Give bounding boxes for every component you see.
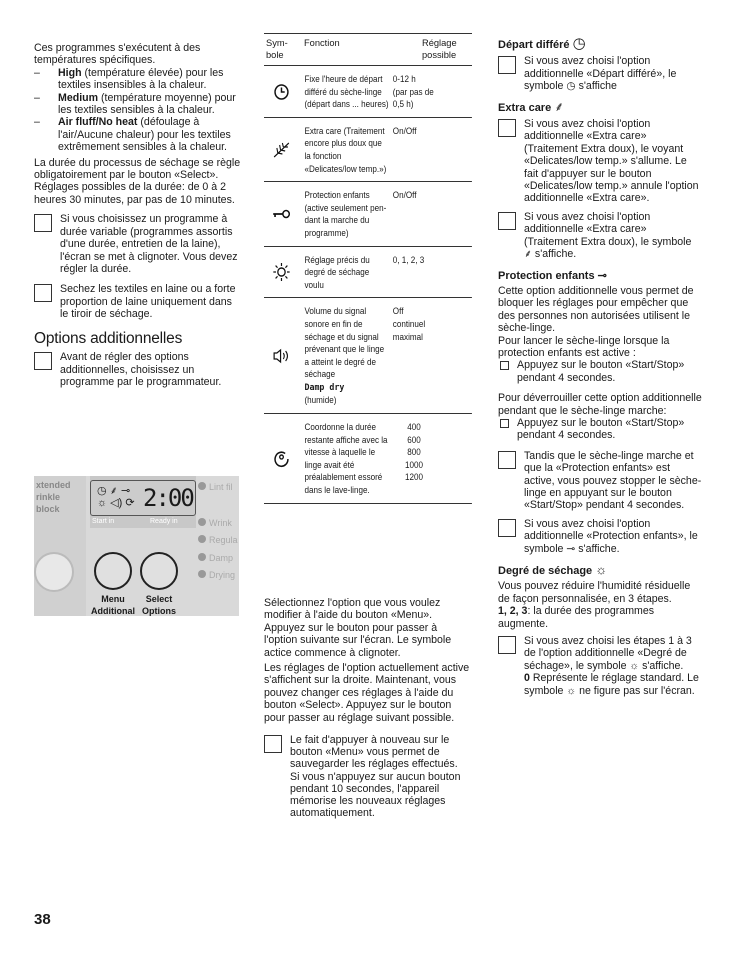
table-cell-reglage: 400 600 800 1000 1200 — [404, 422, 423, 483]
key-icon: ⊸ — [566, 542, 576, 555]
protection-unlock-text: Pour déverrouiller cette option additionnelle pendant que le sèche-linge marche: — [498, 392, 702, 417]
clock-icon: ◷ — [572, 35, 586, 52]
key-icon: ⊸ — [597, 269, 607, 282]
note-box-icon — [498, 212, 516, 230]
feather-icon: ⸙ — [554, 98, 565, 114]
checkbox-icon — [500, 419, 509, 428]
table-row — [264, 66, 472, 118]
table-row — [264, 298, 472, 414]
feather-icon: ⸙ — [524, 248, 532, 261]
paragraph-select: Les réglages de l'option actuellement active s'affichent sur la droite. Maintenant, vous pouvez changer ces réglages à l'aide du bouton «Select». Appuyez sur le bouton pour passer au réglage suivant possible. — [264, 662, 470, 724]
checkbox-icon — [500, 361, 509, 370]
note-protection-1: Tandis que le sèche-linge marche et que la «Protection enfants» est active, vous pouvez stopper le sèche-linge en appuyant sur le bouton «Start/Stop» pendant 4 secondes. — [498, 450, 702, 512]
table-row — [264, 118, 472, 182]
spin-icon — [264, 421, 299, 497]
table-cell-reglage: 0-12 h (par pas de 0,5 h) — [392, 74, 434, 110]
temperature-list-item: – Medium (température moyenne) pour les textiles sensibles à la chaleur. — [34, 91, 236, 117]
table-header: Sym- bole Fonction Réglage possible — [264, 33, 472, 66]
knob-partial — [34, 552, 74, 592]
ready-in-label: Ready in — [150, 518, 178, 525]
intro-text: Ces programmes s'exécutent à des températures spécifiques. — [34, 42, 201, 67]
note-box-icon — [498, 451, 516, 469]
paragraph-menu: Sélectionnez l'option que vous voulez modifier à l'aide du bouton «Menu». Appuyez sur le bouton pour passer à l'option suivante sur l'écran. Le symbole actice commence à clignoter. — [264, 597, 452, 659]
degre-heading: Degré de séchage ☼ — [498, 562, 608, 578]
sun-icon: ☼ — [566, 684, 577, 697]
right-column — [498, 35, 702, 697]
select-button-label: Select Options — [142, 594, 176, 616]
note-box-icon — [498, 56, 516, 74]
right-panel-labels: Lint fil Wrink Regula Damp Drying — [198, 479, 238, 585]
note-box-icon — [498, 519, 516, 537]
left-panel-labels: xtended rinkle block — [36, 480, 71, 514]
protection-heading: Protection enfants ⊸ — [498, 269, 607, 282]
protection-text: Cette option additionnelle vous permet de bloquer les réglages pour empêcher que des personnes non autorisées utilisent le sèche-linge. — [498, 284, 694, 335]
speaker-icon — [264, 305, 299, 407]
extra-care-heading: Extra care ⸙ — [498, 98, 565, 114]
menu-button[interactable] — [94, 552, 132, 590]
table-cell-fonction: Extra care (Traitement encore plus doux que la fonction «Delicates/low temp.») — [304, 125, 387, 174]
options-table — [264, 33, 472, 504]
center-text — [264, 597, 470, 819]
menu-button-label: Menu Additional — [91, 594, 135, 616]
temperature-list — [34, 67, 242, 154]
table-row — [264, 414, 472, 504]
table-row — [264, 247, 472, 299]
temperature-list-item: – Air fluff/No heat (défoulage à l'air/Aucune chaleur) pour les textiles extrêmement sensibles à la chaleur. — [34, 116, 231, 154]
depart-heading: Départ différé ◷ — [498, 35, 586, 52]
duration-text: La durée du processus de séchage se règle obligatoirement par le bouton «Select». — [34, 156, 241, 182]
select-button[interactable] — [140, 552, 178, 590]
clock-icon: ◷ — [566, 80, 576, 93]
key-icon — [264, 189, 299, 239]
display-screen — [90, 480, 196, 516]
table-cell-reglage: 0, 1, 2, 3 — [392, 254, 425, 265]
note-degre: Si vous avez choisi les étapes 1 à 3 de l'option additionnelle «Degré de séchage», le symbole ☼ s'affiche. 0 Représente le réglage standard. Le symbole ☼ ne figure pas sur l'écran. — [498, 635, 702, 697]
note-box-icon — [34, 284, 52, 302]
protection-start-text: Pour lancer le sèche-linge lorsque la protection enfants est active : — [498, 334, 670, 359]
note-box-icon — [498, 636, 516, 654]
clock-icon — [264, 73, 299, 111]
section-heading: Options additionnelles — [34, 329, 183, 347]
note-wool: Sechez les textiles en laine ou a forte proportion de laine uniquement dans le tiroir de séchage. — [34, 283, 242, 320]
note-box-icon — [264, 735, 282, 753]
note-extra-1: Si vous avez choisi l'option additionnelle «Extra care» (Traitement Extra doux), le voyant «Delicates/low temp.» s'allume. Le fait d'appuyer sur le bouton «Delicates/low temp.» annule l'option additionnelle «Extra care». — [498, 118, 702, 205]
sun-icon: ☼ — [629, 659, 640, 672]
display-time: 2:00 — [143, 484, 193, 512]
control-panel-illustration — [34, 476, 239, 616]
sun-icon — [264, 254, 299, 292]
table-cell-fonction: Volume du signal sonore en fin de séchage et du signal prévenant que le linge a atteint le degré de séchage Damp dry (humide) — [304, 306, 385, 406]
note-protection-2: Si vous avez choisi l'option additionnelle «Protection enfants», le symbole ⊸ s'affiche. — [498, 518, 702, 555]
display-icons: ◷ ⸙ ⊸ ☼ ◁) ⟳ — [97, 485, 135, 509]
table-cell-fonction: Réglage précis du degré de séchage voulu — [304, 254, 370, 290]
note-options: Avant de régler des options additionnelles, choisissez un programme par le programmateur. — [34, 351, 242, 388]
note-variable-duration: Si vous choisissez un programme à durée variable (programmes assortis d'une durée, entretien de la laine), l'écran se met à clignoter. Vous devez régler la durée. — [34, 213, 242, 275]
table-cell-reglage: On/Off — [392, 125, 417, 136]
start-in-label: Start in — [92, 518, 115, 525]
checklist-item: Appuyez sur le bouton «Start/Stop» pendant 4 secondes. — [498, 417, 702, 442]
feather-icon — [264, 125, 299, 175]
table-row — [264, 182, 472, 246]
note-box-icon — [498, 119, 516, 137]
left-column — [34, 42, 242, 389]
temperature-list-item: – High (température élevée) pour les textiles insensibles à la chaleur. — [34, 66, 224, 92]
sun-icon: ☼ — [595, 562, 608, 578]
note-extra-2: Si vous avez choisi l'option additionnelle «Extra care» (Traitement Extra doux), le symbole ⸙ s'affiche. — [498, 211, 702, 261]
table-cell-reglage: On/Off — [392, 190, 417, 201]
note-box-icon — [34, 352, 52, 370]
table-cell-fonction: Protection enfants (active seulement pen-dant la marche du programme) — [304, 190, 387, 238]
page-number: 38 — [34, 911, 51, 928]
note-depart: Si vous avez choisi l'option additionnelle «Départ différé», le symbole ◷ s'affiche — [498, 55, 702, 92]
note-box-icon — [34, 214, 52, 232]
table-cell-reglage: Off continuel maximal — [392, 306, 426, 342]
note-save: Le fait d'appuyer à nouveau sur le bouton «Menu» vous permet de sauvegarder les réglages effectués. Si vous n'appuyez sur aucun bouton pendant 10 secondes, l'appareil mémorise les nouveaux réglages automatiquement. — [264, 734, 470, 819]
checklist-item: Appuyez sur le bouton «Start/Stop» pendant 4 secondes. — [498, 359, 702, 384]
degre-steps: 1, 2, 3: la durée des programmes augmente. — [498, 605, 655, 630]
table-cell-fonction: Fixe l'heure de départ différé du sèche-linge (départ dans ... heures) — [304, 74, 389, 110]
table-cell-fonction: Coordonne la durée restante affiche avec la vitesse à laquelle le linge avait été préalablement essoré dans le lave-linge. — [304, 422, 388, 496]
degre-text: Vous pouvez réduire l'humidité résiduelle de façon personnalisée, en 3 étapes. — [498, 580, 691, 605]
duration-range: Réglages possibles de la durée: de 0 à 2 heures 30 minutes, par pas de 10 minutes. — [34, 181, 235, 206]
